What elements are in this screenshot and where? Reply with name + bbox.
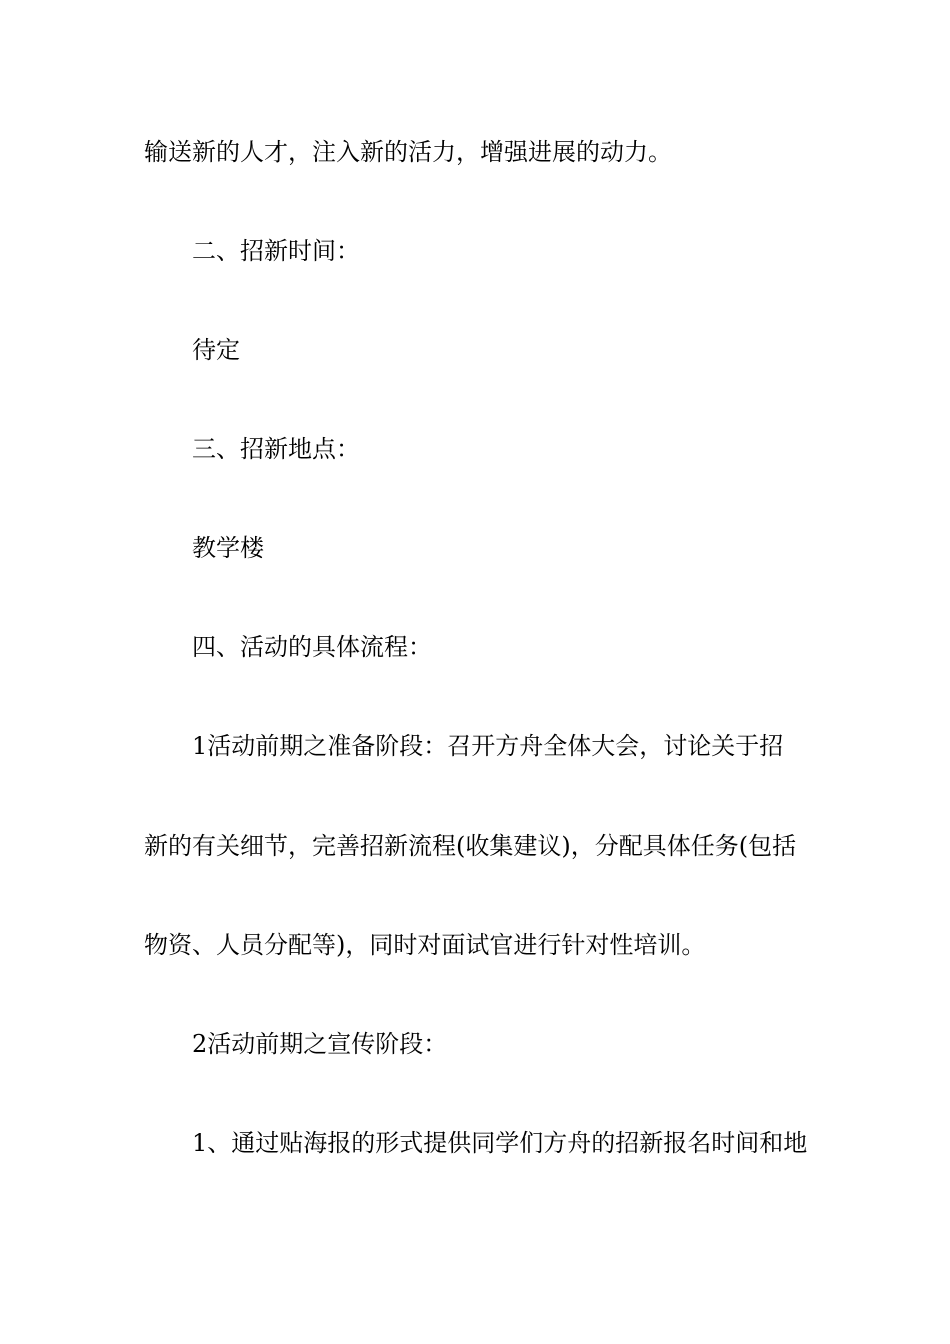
paragraph-line: 物资、人员分配等)，同时对面试官进行针对性培训。 xyxy=(144,931,706,959)
paragraph-line: 1活动前期之准备阶段：召开方舟全体大会，讨论关于招 xyxy=(192,732,784,760)
section-heading-time: 二、招新时间： xyxy=(192,237,360,265)
paragraph-line: 输送新的人才，注入新的活力，增强进展的动力。 xyxy=(144,138,672,166)
paragraph-line: 待定 xyxy=(192,336,240,364)
paragraph-line: 1、通过贴海报的形式提供同学们方舟的招新报名时间和地 xyxy=(192,1129,808,1157)
paragraph-line: 教学楼 xyxy=(192,534,264,562)
section-heading-process: 四、活动的具体流程： xyxy=(192,633,432,661)
paragraph-line: 2活动前期之宣传阶段： xyxy=(192,1030,448,1058)
section-heading-location: 三、招新地点： xyxy=(192,435,360,463)
paragraph-line: 新的有关细节，完善招新流程(收集建议)，分配具体任务(包括 xyxy=(144,832,797,860)
